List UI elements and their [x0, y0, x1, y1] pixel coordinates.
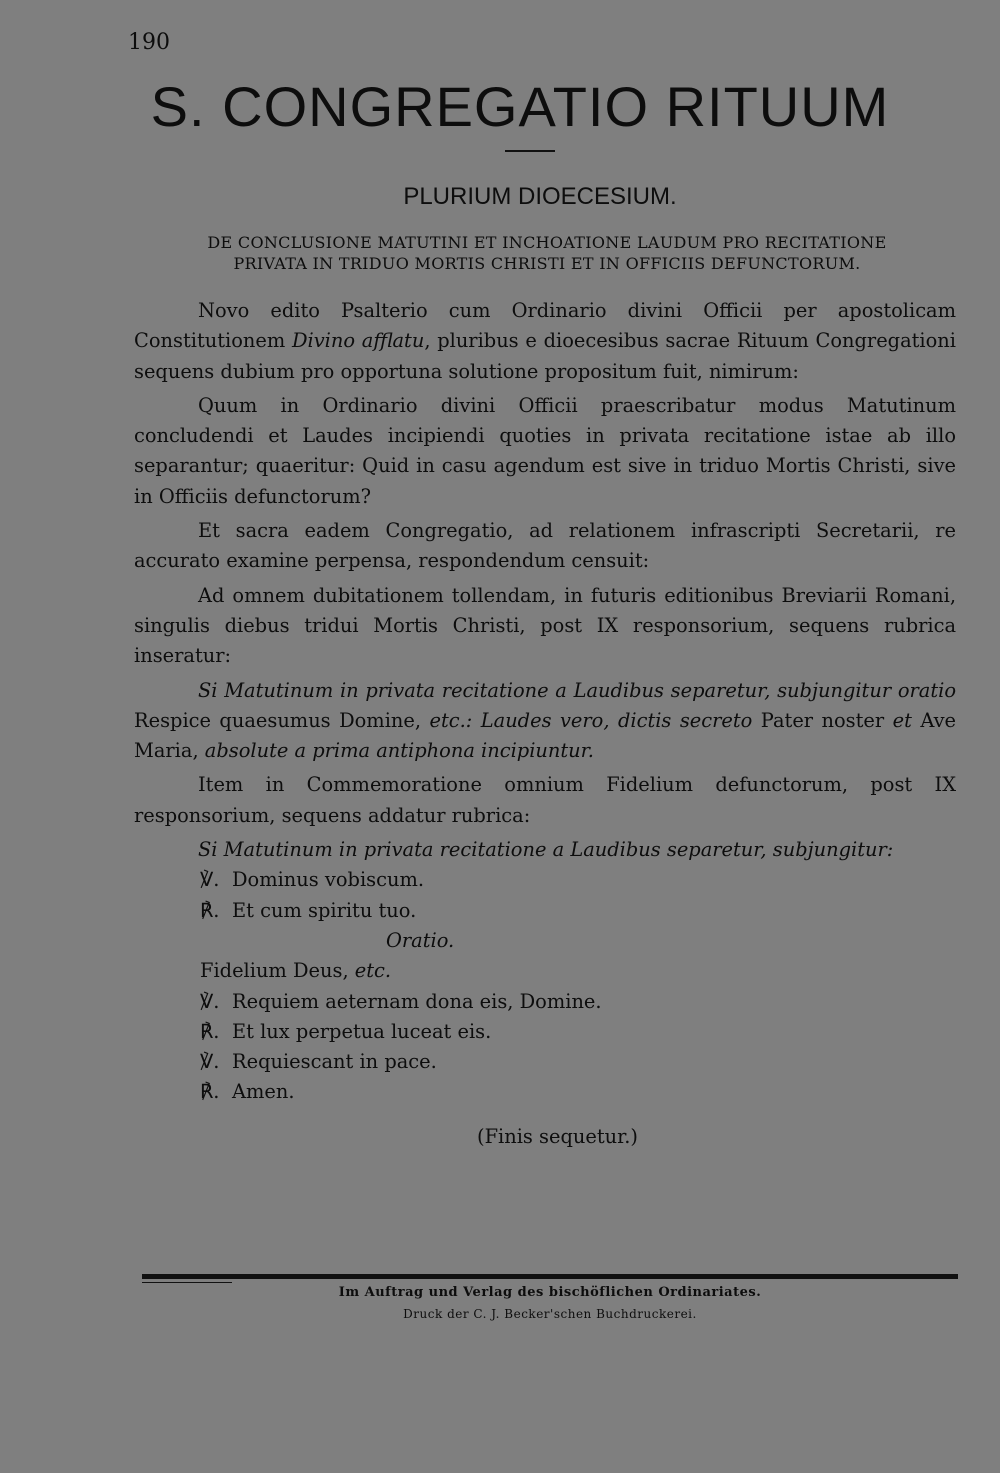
para1-text-a: Novo edito Psalterio cum Ordinario divini Officii per apostolicam Constitutionem	[134, 299, 956, 353]
fidelium-line	[200, 956, 956, 986]
versicle-1-text: Dominus vobiscum.	[232, 868, 424, 892]
para5-text-c: etc.: Laudes vero, dictis secreto	[429, 708, 753, 732]
fidelium-text: Fidelium Deus,	[200, 959, 355, 983]
response-symbol: ℟.	[200, 1019, 220, 1043]
response-2	[200, 1017, 956, 1047]
page-number: 190	[128, 30, 170, 55]
para5-text-d: Pater noster	[752, 708, 893, 732]
oratio-heading: Oratio.	[386, 928, 455, 952]
para5-text-e: et	[892, 708, 912, 732]
imprint-line-1: Im Auftrag und Verlag des bischöflichen Ordinariates.	[338, 1285, 762, 1300]
paragraph-6: Item in Commemoratione omnium Fidelium defunctorum, post IX responsorium, sequens addatur rubrica:	[134, 773, 956, 827]
response-1	[200, 896, 956, 926]
footer-rule-thin	[142, 1282, 232, 1283]
finis-note: (Finis sequetur.)	[477, 1124, 638, 1148]
para7-text: Si Matutinum in privata recitatione a Laudibus separetur, subjungitur:	[198, 838, 894, 862]
response-1-text: Et cum spiritu tuo.	[232, 898, 417, 922]
para1-text-c: , pluribus e dioecesibus sacrae Rituum Congregationi sequens dubium pro opportuna solutione propositum fuit, nimirum:	[134, 329, 956, 383]
response-3-text: Amen.	[232, 1080, 295, 1104]
main-title: S. CONGREGATIO RITUUM	[150, 75, 890, 138]
versicle-1	[200, 865, 956, 895]
para5-text-f: Ave Maria,	[134, 708, 957, 763]
paragraph-7	[134, 835, 956, 865]
footer-rule-thick	[142, 1274, 958, 1279]
response-symbol: ℟.	[200, 898, 220, 922]
title-rule	[505, 150, 555, 152]
paragraph-2: Quum in Ordinario divini Officii praescribatur modus Matutinum concludendi et Laudes incipiendi quoties in privata recitatione istae ab illo separantur; quaeritur: Quid in casu agendum est sive in triduo Mortis Christi, sive in Officiis defunctorum?	[134, 393, 956, 508]
para5-text-g: absolute a prima antiphona incipiuntur.	[204, 739, 594, 763]
versicle-symbol: ℣.	[200, 868, 220, 892]
para5-text-b: Respice quaesumus Domine,	[134, 708, 430, 732]
response-3	[200, 1077, 956, 1107]
versicle-2	[200, 987, 956, 1017]
heading-line-2: PRIVATA IN TRIDUO MORTIS CHRISTI ET IN OFFICIIS DEFUNCTORUM.	[233, 254, 861, 273]
paragraph-3: Et sacra eadem Congregatio, ad relationem infrascripti Secretarii, re accurato examine perpensa, respondendum censuit:	[134, 519, 956, 573]
rubric-lines	[134, 865, 956, 1107]
imprint-line-2: Druck der C. J. Becker'schen Buchdruckerei.	[403, 1307, 697, 1321]
versicle-2-text: Requiem aeternam dona eis, Domine.	[232, 989, 602, 1013]
response-2-text: Et lux perpetua luceat eis.	[232, 1019, 492, 1043]
subtitle: PLURIUM DIOECESIUM.	[403, 183, 677, 210]
para1-text-b: Divino afflatu	[291, 329, 425, 353]
para5-text-a: Si Matutinum in privata recitatione a Laudibus separetur, subjungitur oratio	[198, 678, 956, 702]
response-symbol: ℟.	[200, 1080, 220, 1104]
versicle-symbol: ℣.	[200, 1050, 220, 1074]
section-heading	[132, 232, 962, 274]
versicle-symbol: ℣.	[200, 989, 220, 1013]
paragraph-5	[134, 676, 956, 767]
heading-line-1: DE CONCLUSIONE MATUTINI ET INCHOATIONE LAUDUM PRO RECITATIONE	[207, 233, 887, 252]
document-body	[134, 296, 956, 1152]
paragraph-4: Ad omnem dubitationem tollendam, in futuris editionibus Breviarii Romani, singulis diebus tridui Mortis Christi, post IX responsorium, sequens rubrica inseratur:	[134, 583, 956, 668]
versicle-3-text: Requiescant in pace.	[232, 1050, 437, 1074]
fidelium-etc: etc.	[354, 959, 392, 983]
paragraph-1	[134, 296, 956, 387]
versicle-3	[200, 1047, 956, 1077]
